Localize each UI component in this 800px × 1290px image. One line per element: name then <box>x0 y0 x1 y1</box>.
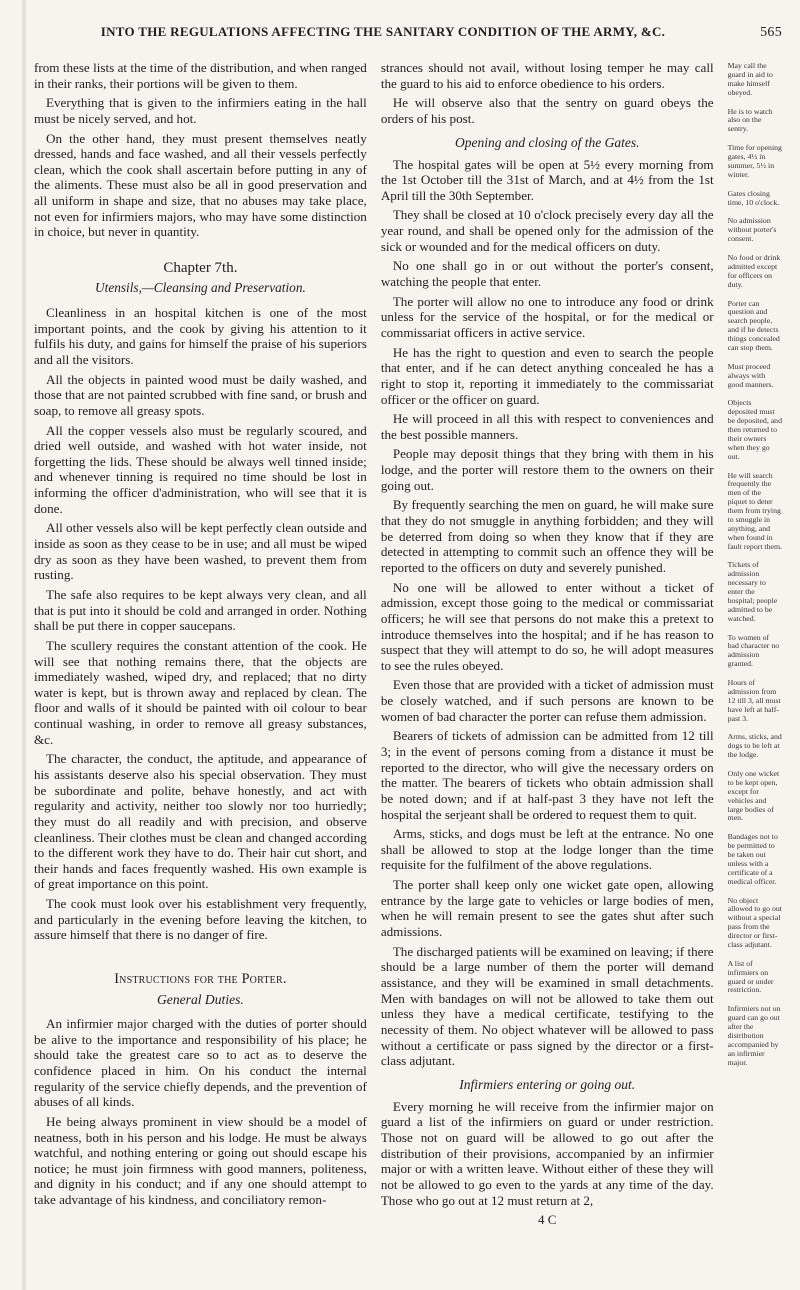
sidenote: No food or drink admitted except for officers on duty. <box>727 253 781 289</box>
paragraph: An infirmier major charged with the duties of porter should be alive to the importance and responsibility of his place; he should take the greatest care so to act as to deserve the confidence placed in him. On his conduct the internal regularity of the service chiefly depends, and the prevention of abuses of all kinds. <box>34 1016 367 1110</box>
paragraph: strances should not avail, without losing temper he may call the guard to his aid to enforce obedience to his orders. <box>380 60 714 91</box>
paragraph: Everything that is given to the infirmiers eating in the hall must be nicely served, and hot. <box>34 95 367 126</box>
signature-mark: 4 C <box>538 1212 557 1228</box>
paragraph: from these lists at the time of the distribution, and when ranged in their ranks, their portions will be given to them. <box>34 60 367 91</box>
paragraph: No one will be allowed to enter without a ticket of admission, except those going to the medical or commissariat officers; he will see that persons do not make this a pretext to introduce themselves into the hospital; and if he has reason to suspect that they will attempt to do so, he will adopt measures to see the rules obeyed. <box>380 579 714 673</box>
sidenote: No object allowed to go out without a special pass from the director or first-class adjutant. <box>727 895 782 949</box>
sidenote: Bandages not to be permitted to be taken out unless with a certificate of a medical officer. <box>727 832 778 886</box>
paragraph: He has the right to question and even to search the people that enter, and if he can detect anything concealed he has a right to stop it, reporting it immediately to the commissariat officer or the officer on guard. <box>380 344 714 407</box>
paragraph: The porter shall keep only one wicket gate open, allowing entrance by the large gate to vehicles or large bodies of men, when he will remain present to see the gates shut after such admissions. <box>380 877 714 940</box>
paragraph: Arms, sticks, and dogs must be left at the entrance. No one shall be allowed to stop at the lodge longer than the time requisite for the fulfilment of the above regulations. <box>380 826 714 873</box>
sidenote: He is to watch also on the sentry. <box>727 106 773 134</box>
chapter-subtitle: Utensils,—Cleansing and Preservation. <box>95 280 306 296</box>
paragraph: The scullery requires the constant attention of the cook. He will see that nothing remains there, that the objects are immediately washed, wiped dry, and replaced; that no dirty water is kept, but is thrown away and replaced by clean. The floor and walls of it should be painted with oil colour to bear continual washing, in order to remove all greasy substances, &c. <box>34 637 367 747</box>
paragraph: On the other hand, they must present themselves neatly dressed, hands and face washed, and all their vessels perfectly clean, which the cook shall ascertain before putting in any of the aliments. These must also be all in good preservation and all uniform in shape and size, that no abuses may take place, not even for infirmiers majors, who may have some distinction in choice, but never in quantity. <box>34 130 367 240</box>
paragraph: The porter will allow no one to introduce any food or drink unless for the service of the hospital, or for the medical or commissariat officers in active service. <box>380 293 714 340</box>
paragraph: The character, the conduct, the aptitude, and appearance of his assistants deserve also his special observation. They must be subordinate and polite, behave honestly, and act with regularity and activity, neither too slowly nor too hurriedly; they must do all readily and with precision, and observe cleanliness. Their clothes must be clean and changed according to the different work they have to do. Their hair cut short, and their hands and faces frequently washed. His own example is of great importance on this point. <box>34 751 367 892</box>
sidenote: Tickets of admission necessary to enter the hospital; people admitted to be watched. <box>727 560 778 623</box>
sidenote: Arms, sticks, and dogs to be left at the lodge. <box>727 732 782 760</box>
sidenote: A list of infirmiers on guard or under restriction. <box>727 958 774 995</box>
section-subtitle: General Duties. <box>156 992 244 1008</box>
paragraph: No one shall go in or out without the porter's consent, watching the people that enter. <box>380 258 714 290</box>
section-title: Instructions for the Porter. <box>114 971 287 988</box>
sidenote: No admission without porter's consent. <box>727 216 777 244</box>
paragraph: He will proceed in all this with respect to conveniences and the best possible manners. <box>380 411 714 442</box>
paragraph: People may deposit things that they bring with them in his lodge, and the porter will restore them to the owners on their going out. <box>380 446 714 493</box>
paragraph: They shall be closed at 10 o'clock precisely every day all the year round, and shall be opened only for the admission of the sick or wounded and for the medical officers on duty. <box>380 207 714 254</box>
text-columns <box>34 60 782 1228</box>
sidenote: Only one wicket to be kept open, except for vehicles and large bodies of men. <box>727 769 780 823</box>
paragraph: All other vessels also will be kept perfectly clean outside and inside as soon as they cease to be in use; and all must be wiped dry as soon as they have been washed, to prevent them from rusting. <box>34 520 367 583</box>
paragraph: All the copper vessels also must be regularly scoured, and dried well outside, and washed with hot water inside, not forgetting the lids. These should be always well tinned inside; and whenever tinning is required no time should be lost in informing the officer d'administration, who will see that it is done. <box>34 422 367 516</box>
paragraph: Every morning he will receive from the infirmier major on guard a list of the infirmiers on guard or under restriction. Those not on guard will be allowed to go out after the distribution of their provisions, accompanied by an infirmier major or with a written leave. Without either of these they will not be allowed to go even to the yards at any time of the day. Those who go out at 12 must return at 2, <box>380 1098 714 1208</box>
left-column <box>34 60 367 1228</box>
sidenote: Time for opening gates, 4½ in summer, 5½ in winter. <box>727 143 782 179</box>
paragraph: Cleanliness in an hospital kitchen is one of the most important points, and the cook by giving his attention to it fulfils his duty, and gains for himself the praise of his superiors and all the visitors. <box>34 305 367 367</box>
sidenote: Objects deposited must be deposited, and then returned to their owners when they go out. <box>727 398 782 461</box>
infirmiers-title: Infirmiers entering or going out. <box>459 1076 636 1092</box>
paragraph: The hospital gates will be open at 5½ every morning from the 1st October till the 31st of March, and at 4½ from the 1st April till the 30th September. <box>380 156 714 203</box>
paragraph: He will observe also that the sentry on guard obeys the orders of his post. <box>380 95 714 126</box>
paragraph: All the objects in painted wood must be daily washed, and those that are not painted scrubbed with fine sand, or brush and soap, to remove all greasy spots. <box>34 371 367 418</box>
page-number: 565 <box>760 25 782 40</box>
running-head-title: INTO THE REGULATIONS AFFECTING THE SANITARY CONDITION OF THE ARMY, &C. <box>100 24 666 39</box>
paragraph: The cook must look over his establishment very frequently, and particularly in the evening before leaving the kitchen, to assure himself that there is no danger of fire. <box>34 896 367 943</box>
paragraph: Bearers of tickets of admission can be admitted from 12 till 3; in the event of persons coming from a distance it must be reported to the director, who will give the necessary orders on the matter. The bearers of tickets who obtain admission shall be noted down; and if at half-past 3 they have not left the hospital the serjeant shall be ordered to request them to quit. <box>380 728 714 822</box>
sidenote: Gates closing time, 10 o'clock. <box>727 188 780 207</box>
chapter-title: Chapter 7th. <box>163 260 238 277</box>
paragraph: By frequently searching the men on guard, he will make sure that they do not smuggle in anything forbidden; and they will be deterred from doing so when they know that if they are detected in attempting to commit such an offence they will be reported to the officers on duty and severely punished. <box>380 497 714 575</box>
paragraph: Even those that are provided with a ticket of admission must be closely watched, and if such persons are known to be women of bad character the porter can refuse them admission. <box>380 677 714 724</box>
paragraph: The safe also requires to be kept always very clean, and all that is put into it should be cold and arranged in order. Nothing shall be put there in copper saucepans. <box>34 586 367 634</box>
margin-notes <box>728 60 782 1228</box>
sidenote: May call the guard in aid to make himself obeyed. <box>727 61 773 97</box>
sidenote: He will search frequently the men of the piquet to deter them from trying to smuggle in anything, and when found in fault report them. <box>727 470 782 551</box>
running-header <box>34 24 782 54</box>
paragraph: He being always prominent in view should be a model of neatness, both in his person and his lodge. He must be always watchful, and nothing entering or going out should escape his notice; he must join firmness with good manners, politeness, and dignity in his conduct; and if any one should attempt to take advantage of his kindness, and conciliatory remon- <box>34 1113 367 1208</box>
sidenote: Must proceed always with good manners. <box>727 361 774 389</box>
paragraph: The discharged patients will be examined on leaving; if there should be a large number of them the porter will demand assistance, and they will be examined in small detachments. Men with bandages on will not be allowed to take them out unless they have a medical certificate, testifying to the necessity of them. No object whatever will be allowed to pass without a certificate or pass signed by the director or a first-class adjutant. <box>380 943 714 1069</box>
gates-title: Opening and closing of the Gates. <box>454 134 640 150</box>
sidenote: To women of bad character no admission granted. <box>727 632 780 669</box>
sidenote: Porter can question and search people, and if he detects things concealed can stop them. <box>727 298 780 352</box>
sidenote: Hours of admission from 12 till 3, all must have left at half-past 3. <box>727 678 781 723</box>
sidenote: Infirmiers not on guard can go out after the distribution accompanied by an infirmier major. <box>727 1004 781 1067</box>
right-column <box>381 60 714 1228</box>
binding-edge-shadow <box>6 0 26 1290</box>
